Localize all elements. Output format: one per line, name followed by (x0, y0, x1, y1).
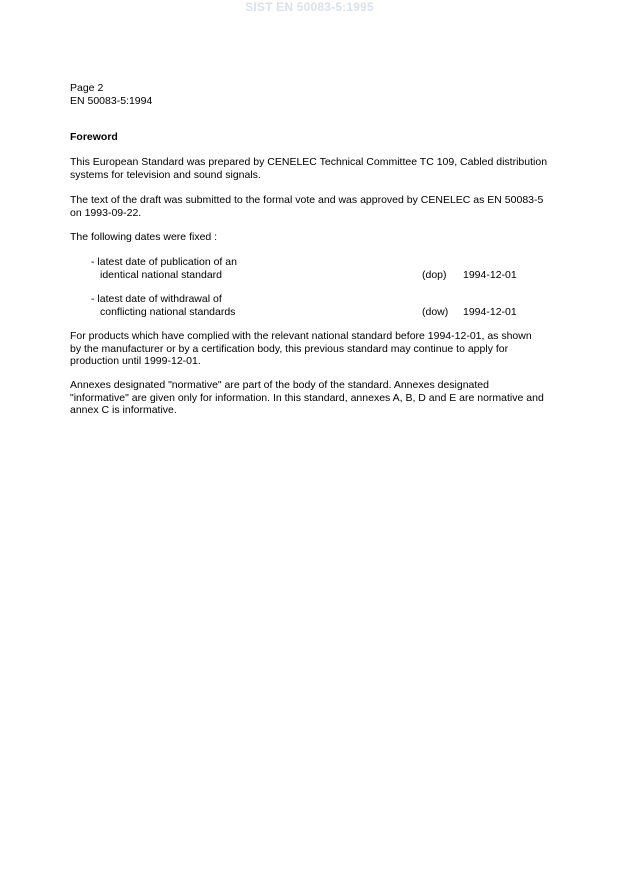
paragraph-prepared-by (70, 156, 570, 181)
paragraph-line: on 1993-09-22. (70, 206, 142, 219)
paragraph-line: This European Standard was prepared by CENELEC Technical Committee TC 109, Cabled distribution (70, 156, 548, 168)
paragraph-line: The text of the draft was submitted to the formal vote and was approved by CENELEC as EN 50083-5 (70, 194, 544, 206)
date-item-line: identical national standard (100, 268, 223, 281)
date-item-line: - latest date of publication of an (91, 256, 237, 268)
paragraph-draft-vote (70, 194, 570, 219)
paragraph-line: For products which have complied with the relevant national standard before 1994-12-01, as shown (70, 330, 532, 342)
page-number: Page 2 (70, 82, 104, 94)
watermark-title: SIST EN 50083-5:1995 (245, 0, 374, 14)
date-code: (dop) (422, 268, 447, 281)
date-value: 1994-12-01 (463, 268, 517, 281)
date-item-line: - latest date of withdrawal of (91, 293, 222, 305)
paragraph-dates-intro: The following dates were fixed : (70, 231, 218, 243)
paragraph-line: "informative" are given only for information. In this standard, annexes A, B, D and E are normative and (70, 391, 544, 404)
standard-id: EN 50083-5:1994 (70, 95, 153, 107)
paragraph-line: systems for television and sound signals. (70, 168, 261, 181)
section-title-foreword: Foreword (70, 131, 118, 143)
paragraph-transition (70, 330, 570, 368)
date-code: (dow) (422, 305, 449, 318)
paragraph-line: Annexes designated "normative" are part of the body of the standard. Annexes designated (70, 379, 489, 391)
paragraph-line: annex C is informative. (70, 404, 177, 416)
date-item-line: conflicting national standards (100, 305, 236, 318)
date-item-dop (91, 256, 541, 281)
paragraph-line: by the manufacturer or by a certification body, this previous standard may continue to apply for (70, 342, 509, 355)
paragraph-annexes (70, 379, 570, 417)
date-value: 1994-12-01 (463, 305, 517, 318)
date-item-dow (91, 293, 541, 318)
page-header (70, 82, 152, 108)
paragraph-line: production until 1999-12-01. (70, 355, 201, 367)
